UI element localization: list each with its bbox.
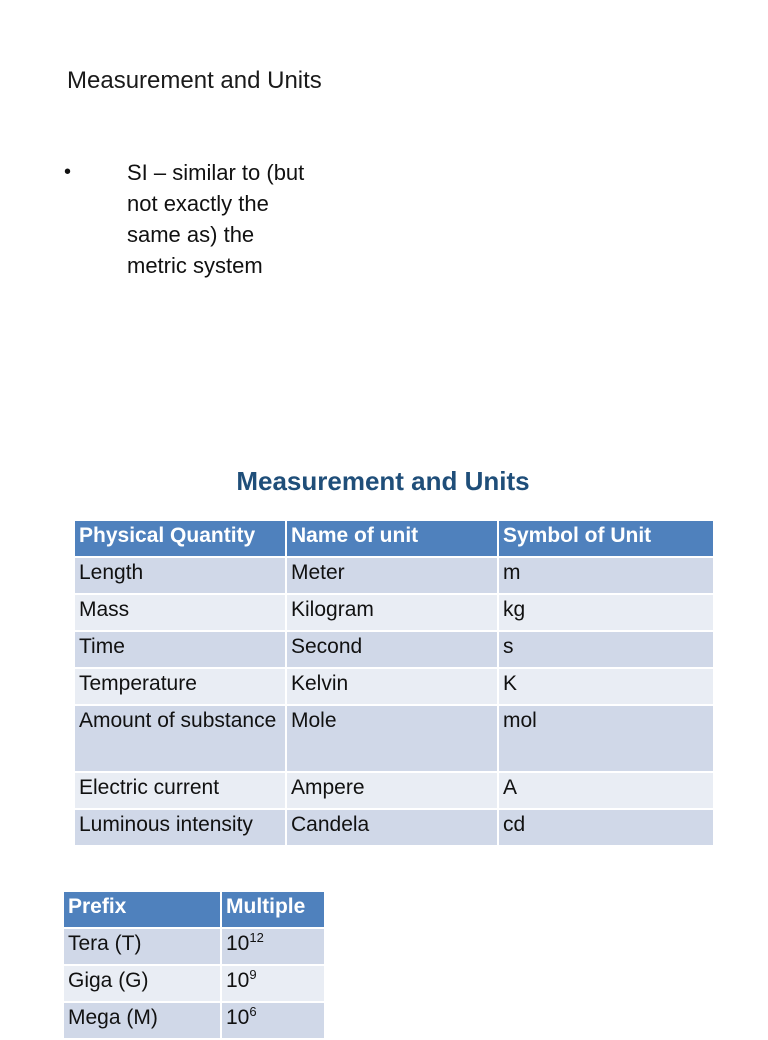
table-cell: Mole [287,706,499,773]
column-header: Name of unit [287,521,499,558]
table-cell: cd [499,810,715,847]
multiple-cell [222,929,326,966]
table-cell: m [499,558,715,595]
table-cell: s [499,632,715,669]
power-base: 10 [226,932,250,955]
table-row [64,966,326,1003]
prefix-table [64,892,326,1040]
column-header: Physical Quantity [75,521,287,558]
table-cell: mol [499,706,715,773]
prefix-cell: Mega (M) [64,1003,222,1040]
prefix-cell: Tera (T) [64,929,222,966]
table-cell: Meter [287,558,499,595]
table-cell: Electric current [75,773,287,810]
power-exponent: 9 [249,967,257,982]
table-row [75,810,715,847]
power-base: 10 [226,969,250,992]
table-row [64,1003,326,1040]
table-row [75,558,715,595]
power-exponent: 12 [249,930,264,945]
prefix-cell: Giga (G) [64,966,222,1003]
table-cell: Luminous intensity [75,810,287,847]
bullet-marker: • [64,161,72,183]
bullet-text: SI – similar to (but not exactly the same as) the metric system [127,160,305,278]
table-row [75,706,715,773]
section-title-text: Measurement and Units [236,466,530,496]
table-cell: Second [287,632,499,669]
table-cell: K [499,669,715,706]
section-title [0,466,768,497]
table-row [64,929,326,966]
table-row [75,773,715,810]
table-cell: Time [75,632,287,669]
column-header: Multiple [222,892,326,929]
multiple-cell [222,966,326,1003]
page-title: Measurement and Units [67,67,322,94]
table-row [75,669,715,706]
table-header-row [64,892,326,929]
table-cell: Mass [75,595,287,632]
table-cell: Temperature [75,669,287,706]
table-cell: Length [75,558,287,595]
table-row [75,595,715,632]
table-header-row [75,521,715,558]
column-header: Symbol of Unit [499,521,715,558]
column-header: Prefix [64,892,222,929]
power-exponent: 6 [249,1004,257,1019]
table-cell: Ampere [287,773,499,810]
table-cell: Kilogram [287,595,499,632]
units-table [75,521,715,847]
table-cell: Candela [287,810,499,847]
table-cell: Kelvin [287,669,499,706]
table-cell: A [499,773,715,810]
table-cell: kg [499,595,715,632]
table-cell: Amount of substance [75,706,287,773]
table-row [75,632,715,669]
multiple-cell [222,1003,326,1040]
power-base: 10 [226,1006,250,1029]
